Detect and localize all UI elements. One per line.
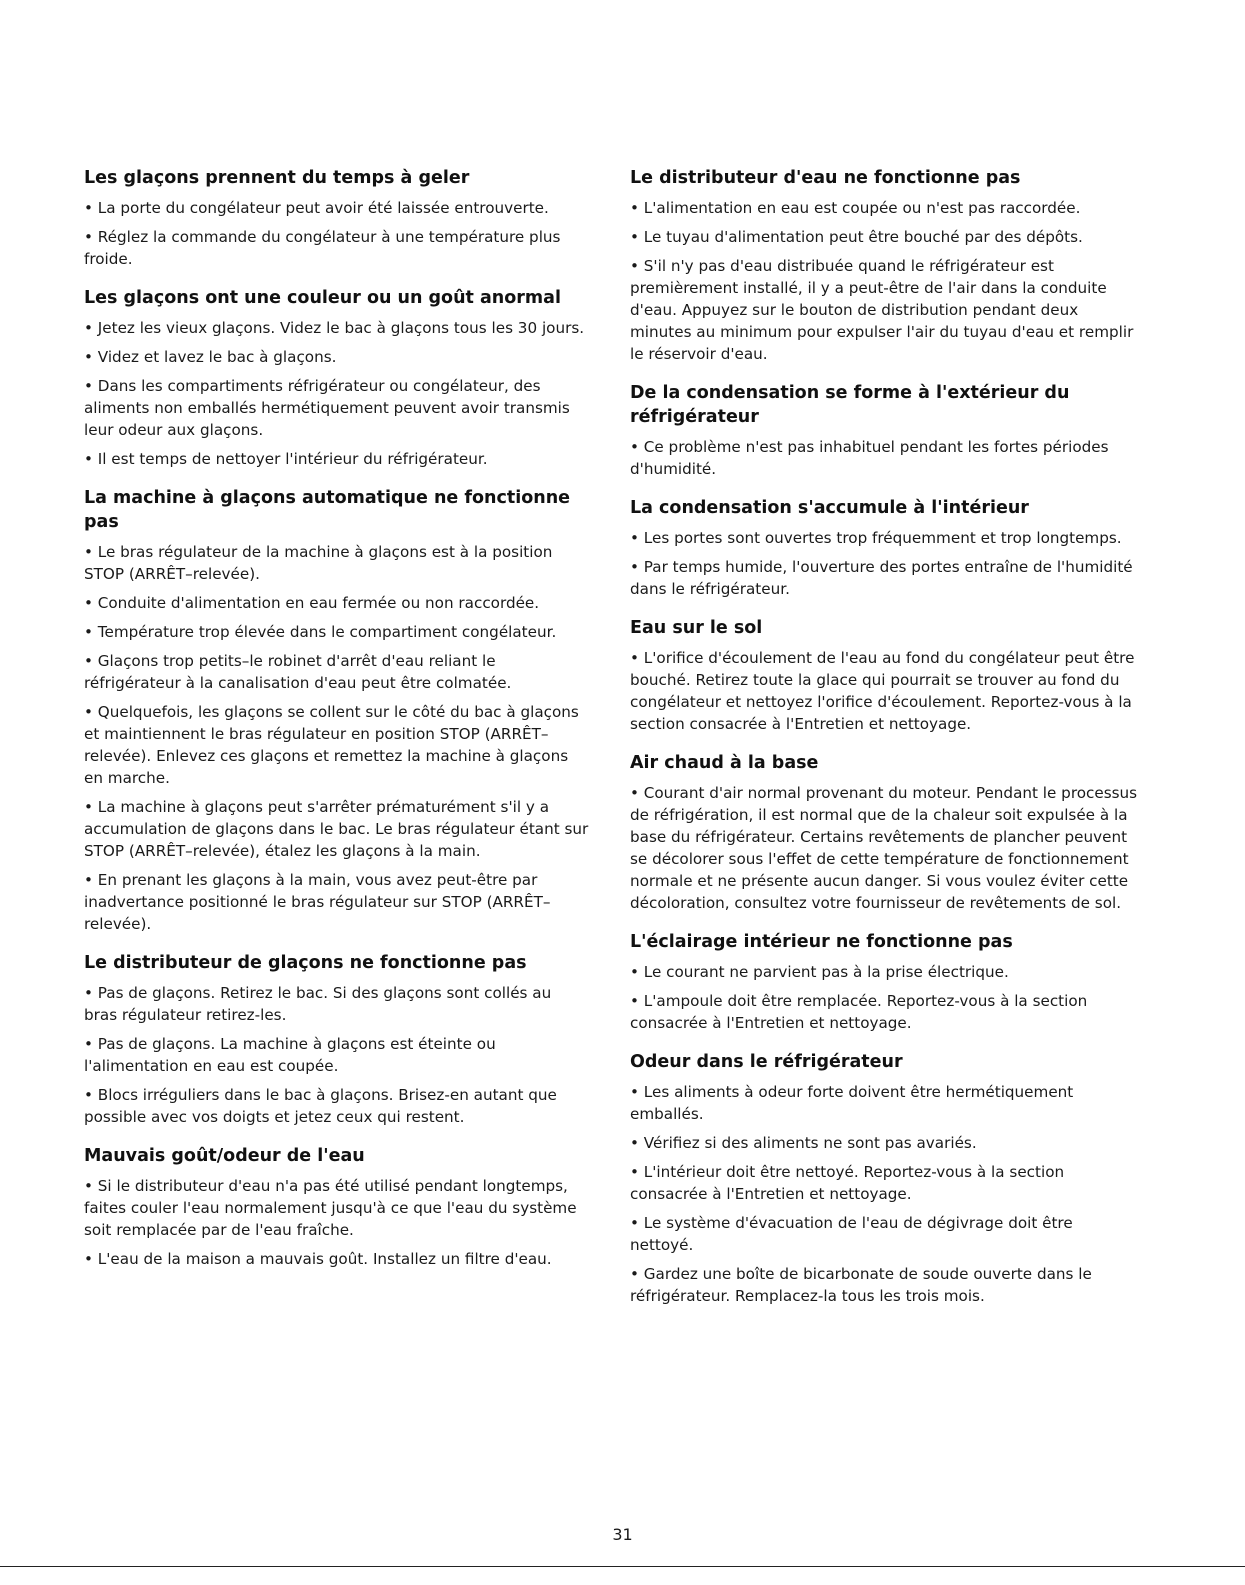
bullet-item: • La machine à glaçons peut s'arrêter prématurément s'il y a accumulation de glaçons dans le bac. Le bras régulateur étant sur STOP (ARRÊT–relevée), étalez les glaçons à la main. [84,798,589,860]
section [84,951,589,1128]
section-heading: Le distributeur de glaçons ne fonctionne pas [84,953,527,973]
section-heading: De la condensation se forme à l'extérieur du réfrigérateur [630,383,1070,427]
bullet-item: • Pas de glaçons. Retirez le bac. Si des glaçons sont collés au bras régulateur retirez-les. [84,984,552,1024]
bullet-item: • L'orifice d'écoulement de l'eau au fond du congélateur peut être bouché. Retirez toute la glace qui pourrait se trouver au fond du congélateur et nettoyez l'orifice d'écoulement. Reportez-vous à la section consacrée à l'Entretien et nettoyage. [630,649,1135,733]
section-heading: Les glaçons prennent du temps à geler [84,168,470,188]
bullet-item: • Conduite d'alimentation en eau fermée ou non raccordée. [84,594,540,612]
bullet-item: • En prenant les glaçons à la main, vous avez peut-être par inadvertance positionné le bras régulateur sur STOP (ARRÊT–relevée). [84,871,551,933]
bullet-item: • L'eau de la maison a mauvais goût. Installez un filtre d'eau. [84,1250,552,1268]
section-heading: Mauvais goût/odeur de l'eau [84,1146,365,1166]
bottom-rule [0,1566,1245,1567]
section-heading: Air chaud à la base [630,753,819,773]
bullet-item: • Glaçons trop petits–le robinet d'arrêt d'eau reliant le réfrigérateur à la canalisation d'eau peut être colmatée. [84,652,512,692]
section-heading: La condensation s'accumule à l'intérieur [630,498,1029,518]
bullet-item: • Ce problème n'est pas inhabituel pendant les fortes périodes d'humidité. [630,438,1109,478]
bullet-item: • Blocs irréguliers dans le bac à glaçons. Brisez-en autant que possible avec vos doigts et jetez ceux qui restent. [84,1086,557,1126]
section [630,616,1140,735]
bullet-item: • Par temps humide, l'ouverture des portes entraîne de l'humidité dans le réfrigérateur. [630,558,1133,598]
section-heading: L'éclairage intérieur ne fonctionne pas [630,932,1013,952]
bullet-item: • Si le distributeur d'eau n'a pas été utilisé pendant longtemps, faites couler l'eau normalement jusqu'à ce que l'eau du système soit remplacée par de l'eau fraîche. [84,1177,577,1239]
section-heading: La machine à glaçons automatique ne fonctionne pas [84,488,571,532]
section [630,930,1140,1034]
bullet-item: • S'il n'y pas d'eau distribuée quand le réfrigérateur est premièrement installé, il y a peut-être de l'air dans la conduite d'eau. Appuyez sur le bouton de distribution pendant deux minutes au minimum pour expulser l'air du tuyau d'eau et remplir le réservoir d'eau. [630,257,1134,363]
bullet-item: • Jetez les vieux glaçons. Videz le bac à glaçons tous les 30 jours. [84,319,585,337]
page-number: 31 [612,1525,633,1544]
section [84,486,589,935]
bullet-item: • L'alimentation en eau est coupée ou n'est pas raccordée. [630,199,1081,217]
bullet-item: • Réglez la commande du congélateur à une température plus froide. [84,228,561,268]
bullet-item: • L'intérieur doit être nettoyé. Reportez-vous à la section consacrée à l'Entretien et nettoyage. [630,1163,1065,1203]
bullet-item: • Température trop élevée dans le compartiment congélateur. [84,623,557,641]
section [630,381,1140,480]
bullet-item: • Quelquefois, les glaçons se collent sur le côté du bac à glaçons et maintiennent le bras régulateur en position STOP (ARRÊT–relevée). Enlevez ces glaçons et remettez la machine à glaçons en marche. [84,703,579,787]
bullet-item: • Pas de glaçons. La machine à glaçons est éteinte ou l'alimentation en eau est coupée. [84,1035,496,1075]
bullet-item: • Le courant ne parvient pas à la prise électrique. [630,963,1009,981]
bullet-item: • Dans les compartiments réfrigérateur ou congélateur, des aliments non emballés hermétiquement peuvent avoir transmis leur odeur aux glaçons. [84,377,570,439]
bullet-item: • Les portes sont ouvertes trop fréquemment et trop longtemps. [630,529,1122,547]
bullet-item: • Gardez une boîte de bicarbonate de soude ouverte dans le réfrigérateur. Remplacez-la tous les trois mois. [630,1265,1092,1305]
bullet-item: • Le tuyau d'alimentation peut être bouché par des dépôts. [630,228,1083,246]
section [630,496,1140,600]
section [630,1050,1140,1307]
section [84,166,589,270]
bullet-item: • Le bras régulateur de la machine à glaçons est à la position STOP (ARRÊT–relevée). [84,543,553,583]
bullet-item: • L'ampoule doit être remplacée. Reportez-vous à la section consacrée à l'Entretien et nettoyage. [630,992,1088,1032]
bullet-item: • Videz et lavez le bac à glaçons. [84,348,337,366]
section-heading: Eau sur le sol [630,618,763,638]
section-heading: Le distributeur d'eau ne fonctionne pas [630,168,1021,188]
section-heading: Odeur dans le réfrigérateur [630,1052,903,1072]
section [84,286,589,470]
bullet-item: • Vérifiez si des aliments ne sont pas avariés. [630,1134,977,1152]
section [630,166,1140,365]
section [630,751,1140,914]
bullet-item: • Les aliments à odeur forte doivent être hermétiquement emballés. [630,1083,1074,1123]
bullet-item: • Le système d'évacuation de l'eau de dégivrage doit être nettoyé. [630,1214,1073,1254]
section [84,1144,589,1270]
bullet-item: • La porte du congélateur peut avoir été laissée entrouverte. [84,199,549,217]
bullet-item: • Il est temps de nettoyer l'intérieur du réfrigérateur. [84,450,488,468]
section-heading: Les glaçons ont une couleur ou un goût anormal [84,288,561,308]
bullet-item: • Courant d'air normal provenant du moteur. Pendant le processus de réfrigération, il est normal que de la chaleur soit expulsée à la base du réfrigérateur. Certains revêtements de plancher peuvent se décolorer sous l'effet de cette température de fonctionnement normale et ne présente aucun danger. Si vous voulez éviter cette décoloration, consultez votre fournisseur de revêtements de sol. [630,784,1138,912]
right-column [630,166,1140,1323]
left-column [84,166,589,1286]
